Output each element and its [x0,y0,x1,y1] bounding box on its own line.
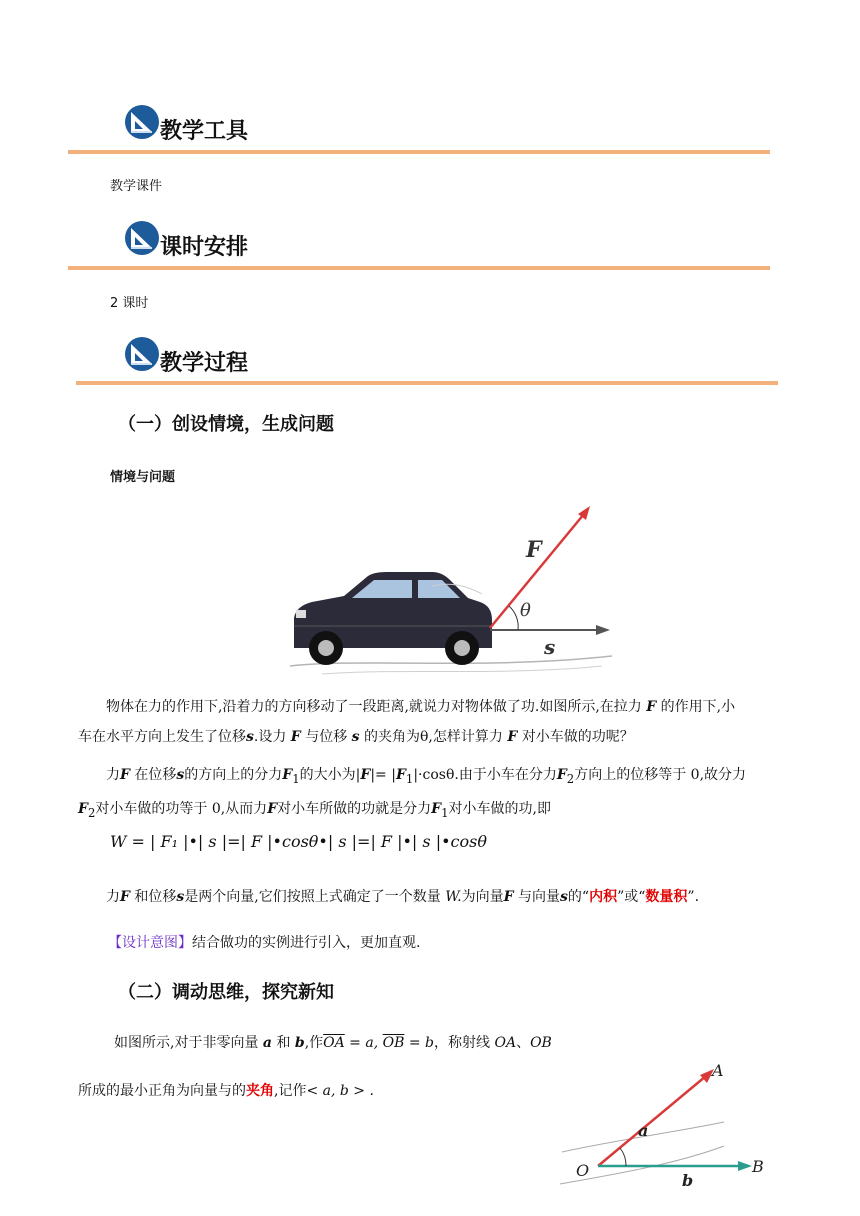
section-rule [68,150,770,154]
part1-heading: （一）创设情境，生成问题 [118,414,334,435]
label-O: O [576,1161,590,1180]
label-B: B [752,1157,764,1176]
set-square-icon [124,104,160,140]
set-square-icon [124,220,160,256]
part2-line-2: 所成的最小正角为向量与的夹角,记作< a, b > . [78,1083,374,1099]
paragraph-2: 力F 在位移s的方向上的分力$F_1$的大小为$|F|= |F_1|\cdot\cos\theta$.由于小车在分力$F_2$方向上的位移等于 0,故分力 $F_2$对小车做的功等于 0,从而力F对小车所做的功就是分力$F_1$对小车做的功,即 [78,767,747,820]
part1-subheading: 情境与问题 [110,470,176,485]
part2-line-1: 如图所示,对于非零向量 a 和 b,作$\overline{OA} = a$, $\overline{OB} = b$，称射线 OA、OB [114,1035,552,1051]
design-intent: 【设计意图】结合做功的实例进行引入，更加直观. [108,935,421,951]
section-title: 教学工具 [160,119,249,144]
label-theta: θ [520,600,531,621]
vector-angle-figure [556,1056,776,1192]
part2-heading: （二）调动思维，探究新知 [118,982,334,1003]
set-square-icon [124,336,160,372]
angle-term: 夹角 [246,1083,274,1099]
section-content: 教学课件 [110,179,163,194]
design-intent-tag: 【设计意图】 [108,935,192,951]
scalar-product-term: 数量积 [645,889,688,905]
paragraph-3: 力F 和位移s是两个向量,它们按照上式确定了一个数量 W.为向量F 与向量s的“内积”或“数量积”. [106,889,700,905]
inner-product-term: 内积 [589,889,618,905]
work-formula: W = | F₁ |•| s |=| F |•cosθ•| s |=| F |•| s |•cosθ [110,832,487,851]
section-rule [68,266,770,270]
section-header-process [124,336,424,396]
label-a: a [638,1121,649,1140]
section-title: 课时安排 [160,235,249,260]
section-header-tools [124,104,424,164]
label-b: b [682,1171,694,1190]
label-F: F [526,537,542,563]
section-title: 教学过程 [160,351,249,376]
section-header-schedule [124,220,424,280]
paragraph-1: 物体在力的作用下,沿着力的方向移动了一段距离,就说力对物体做了功.如图所示,在拉力 F 的作用下,小 车在水平方向上发生了位移s.设力 F 与位移 s 的夹角为θ,怎样计算力 F 对小车做的功呢？ [78,699,736,745]
label-A: A [712,1061,724,1080]
car-force-figure [282,498,622,680]
section-content: 2 课时 [110,296,149,311]
label-s: s [544,635,556,659]
section-rule [76,381,778,385]
